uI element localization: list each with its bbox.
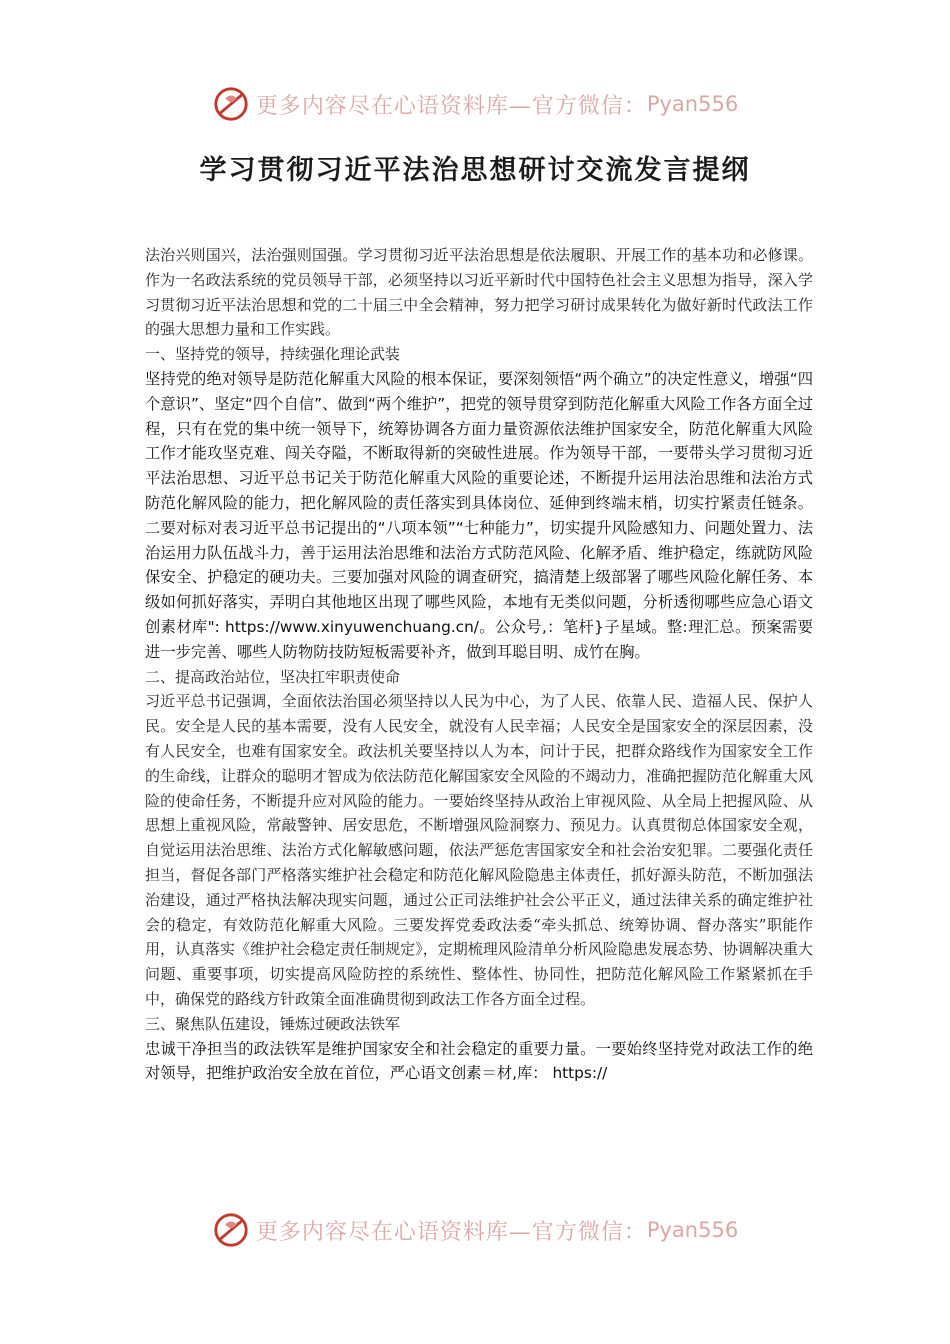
brand-logo-icon bbox=[212, 85, 250, 123]
banner-wechat-id: Pyan556 bbox=[646, 92, 739, 116]
brand-logo-icon bbox=[212, 1211, 250, 1249]
section-1-paragraph: 坚持党的绝对领导是防范化解重大风险的根本保证，要深刻领悟“两个确立”的决定性意义，增强“四个意识”、坚定“四个自信”、做到“两个维护”，把党的领导贯穿到防范化解重大风险工作各方面全过程，只有在党的集中统一领导下，统筹协调各方面力量资源依法维护国家安全，防范化解重大风险工作才能攻坚克难、闯关夺隘，不断取得新的突破性进展。作为领导干部，一要带头学习贯彻习近平法治思想、习近平总书记关于防范化解重大风险的重要论述，不断提升运用法治思维和法治方式防范化解风险的能力，把化解风险的责任落实到具体岗位、延伸到终端末梢，切实拧紧责任链条。二要对标对表习近平总书记提出的“八项本领”“七种能力”，切实提升风险感知力、问题处置力、法治运用力队伍战斗力，善于运用法治思维和法治方式防范风险、化解矛盾、维护稳定，练就防风险保安全、护稳定的硬功夫。三要加强对风险的调查研究，搞清楚上级部署了哪些风险化解任务、本级如何抓好落实，弄明白其他地区出现了哪些风险，本地有无类似问题，分析透彻哪些应急心语文创素材库": https://www.xinyuwenchuang.cn/。公众号,：笔杆}子星域。整:理汇总。预案需要进一步完善、哪些人防物防技防短板需要补齐，做到耳聪目明、成竹在胸。 bbox=[145, 369, 813, 661]
intro-paragraph: 法治兴则国兴，法治强则国强。学习贯彻习近平法治思想是依法履职、开展工作的基本功和必修课。作为一名政法系统的党员领导干部，必须坚持以习近平新时代中国特色社会主义思想为指导，深入学习贯彻习近平法治思想和党的二十届三中全会精神，努力把学习研讨成果转化为做好新时代政法工作的强大思想力量和工作实践。 bbox=[145, 246, 813, 339]
section-heading-3: 三、聚焦队伍建设，锤炼过硬政法铁军 bbox=[145, 1014, 401, 1033]
banner-text: 更多内容尽在心语资料库—官方微信： bbox=[255, 1219, 647, 1245]
section-3-paragraph: 忠诚干净担当的政法铁军是维护国家安全和社会稳定的重要力量。一要始终坚持党对政法工作的绝对领导，把维护政治安全放在首位，严心语文创素＝材,库： https:// bbox=[145, 1039, 813, 1083]
banner-wechat-id: Pyan556 bbox=[646, 1218, 739, 1242]
section-2-paragraph: 习近平总书记强调，全面依法治国必须坚持以人民为中心，为了人民、依靠人民、造福人民、保护人民。安全是人民的基本需要，没有人民安全，就没有人民幸福；人民安全是国家安全的深层因素，没有人民安全，也难有国家安全。政法机关要坚持以人为本，问计于民，把群众路线作为国家安全工作的生命线，让群众的聪明才智成为依法防范化解国家安全风险的不竭动力，准确把握防范化解重大风险的使命任务，不断提升应对风险的能力。一要始终坚持从政治上审视风险、从全局上把握风险、从思想上重视风险，常敲警钟、居安思危，不断增强风险洞察力、预见力。认真贯彻总体国家安全观，自觉运用法治思维、法治方式化解敏感问题，依法严惩危害国家安全和社会治安犯罪。二要强化责任担当，督促各部门严格落实维护社会稳定和防范化解风险隐患主体责任，抓好源头防范，不断加强法治建设，通过严格执法解决现实问题，通过公正司法维护社会公平正义，通过法律关系的确定维护社会的稳定，有效防范化解重大风险。三要发挥党委政法委“牵头抓总、统筹协调、督办落实”职能作用，认真落实《维护社会稳定责任制规定》，定期梳理风险清单分析风险隐患发展态势、协调解决重大问题、重要事项，切实提高风险防控的系统性、整体性、协同性，把防范化解风险工作紧紧抓在手中，确保党的路线方针政策全面准确贯彻到政法工作各方面全过程。 bbox=[145, 692, 813, 1008]
banner-text: 更多内容尽在心语资料库—官方微信： bbox=[255, 93, 647, 119]
document-body bbox=[145, 243, 813, 1086]
section-heading-2: 二、提高政治站位，坚决扛牢职责使命 bbox=[145, 667, 401, 686]
page-title: 学习贯彻习近平法治思想研讨交流发言提纲 bbox=[199, 155, 751, 186]
header-banner bbox=[0, 82, 950, 126]
section-heading-1: 一、坚持党的领导，持续强化理论武装 bbox=[145, 345, 401, 364]
footer-banner bbox=[0, 1208, 950, 1252]
